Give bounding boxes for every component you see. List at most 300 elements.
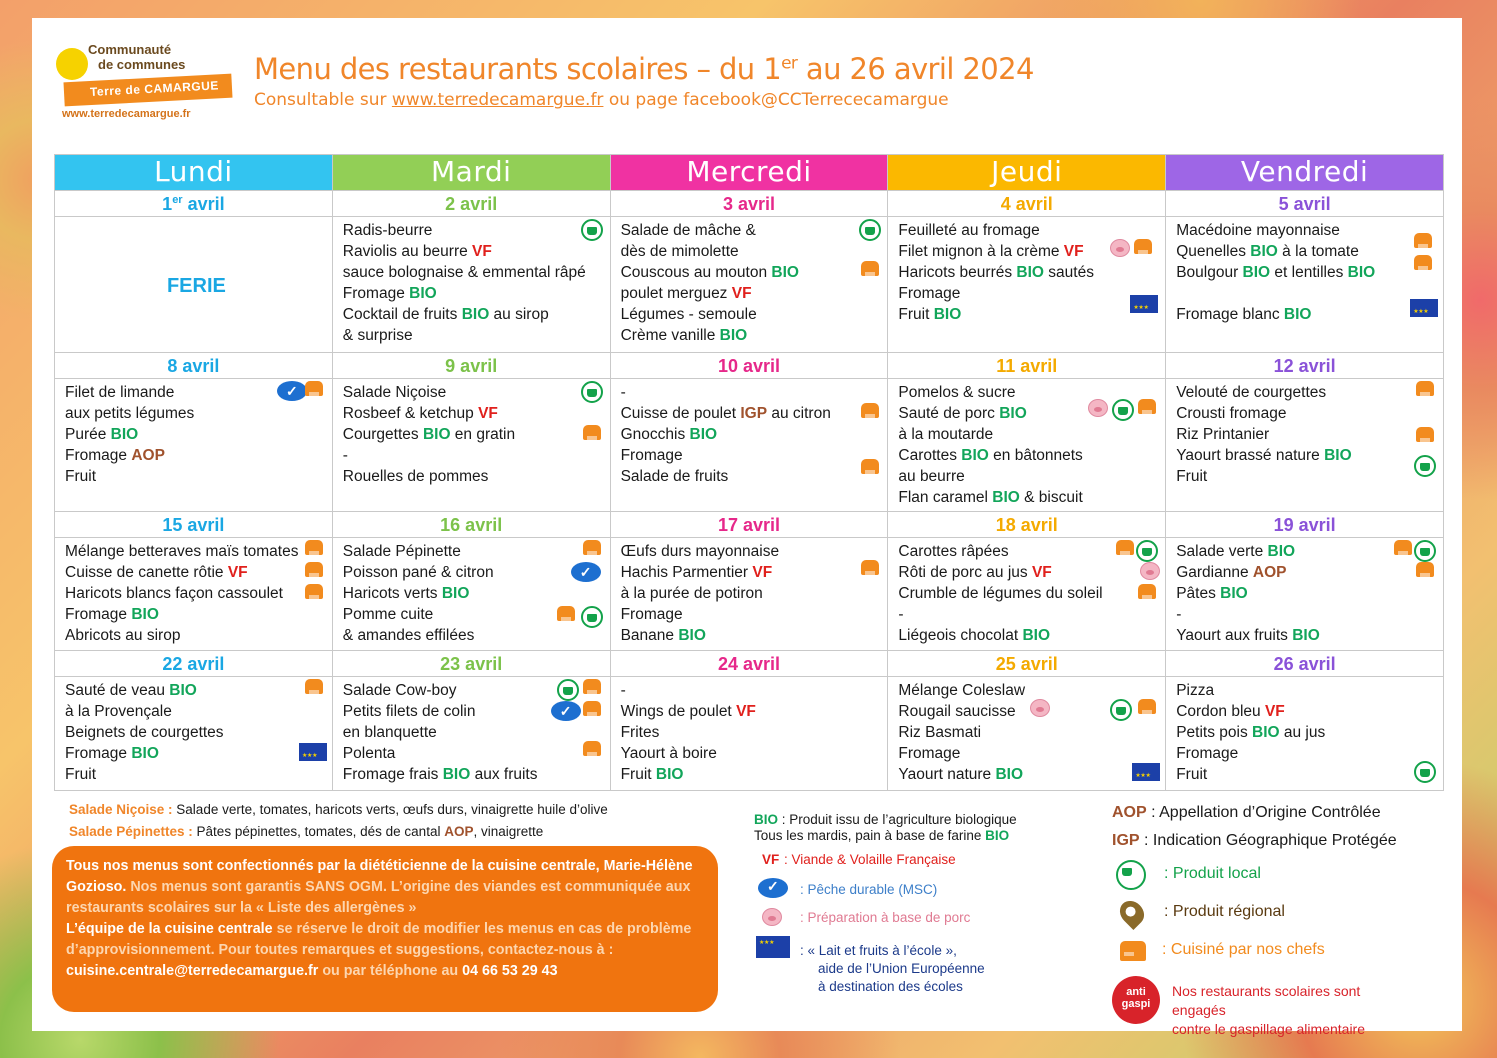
dish-text: Petits filets de colin bbox=[342, 703, 476, 720]
dish-text: Fromage bbox=[620, 447, 683, 464]
dish-line bbox=[343, 743, 606, 764]
dish-line bbox=[343, 325, 606, 346]
dish-text: Wings de poulet bbox=[620, 703, 737, 720]
day-header-lundi: Lundi bbox=[55, 155, 333, 191]
dish-line bbox=[621, 403, 884, 424]
dish-line bbox=[1176, 382, 1439, 403]
msc-fish-icon bbox=[758, 878, 788, 898]
bio-tag: BIO bbox=[1022, 627, 1051, 644]
dish-text: Cuisse de poulet bbox=[620, 405, 741, 422]
aop-tag: AOP bbox=[1112, 804, 1147, 821]
bio-tag: BIO bbox=[985, 828, 1010, 843]
dish-text: Salade de fruits bbox=[620, 468, 729, 485]
dish-line bbox=[621, 680, 884, 701]
dish-text: Fromage blanc bbox=[1176, 306, 1284, 323]
date-mercredi: 10 avril bbox=[610, 353, 888, 379]
menu-sheet bbox=[32, 18, 1462, 1037]
chef-hat-icon bbox=[1414, 233, 1432, 248]
info-text: Nos menus sont garantis SANS OGM. L’origine des viandes est communiquée aux restaurants scolaires sur la « Liste des allergènes » bbox=[66, 879, 691, 916]
vf-tag: VF bbox=[1264, 703, 1285, 720]
legend-bio bbox=[754, 812, 1017, 828]
dish-line bbox=[1176, 304, 1439, 325]
dish-text: Pizza bbox=[1176, 682, 1215, 699]
menu-cell-mardi bbox=[332, 379, 610, 512]
menu-cell-lundi bbox=[55, 379, 333, 512]
menu-cell-jeudi bbox=[888, 538, 1166, 651]
legend-text: à destination des écoles bbox=[818, 979, 963, 994]
bio-tag: BIO bbox=[1347, 264, 1376, 281]
logo-url: www.terredecamargue.fr bbox=[62, 108, 191, 120]
dish-text: Salade Cow-boy bbox=[342, 682, 457, 699]
dish-text: Crumble de légumes du soleil bbox=[898, 585, 1103, 602]
legend-text: : Produit issu de l’agriculture biologique bbox=[778, 812, 1017, 827]
title-post: au 26 avril 2024 bbox=[797, 52, 1034, 86]
date-row bbox=[55, 191, 1444, 217]
dish-text: Filet de limande bbox=[65, 384, 175, 401]
menu-cell-mardi bbox=[332, 217, 610, 353]
dish-text: Petits pois bbox=[1176, 724, 1252, 741]
bio-tag: BIO bbox=[689, 426, 718, 443]
dish-line bbox=[621, 701, 884, 722]
date-jeudi: 4 avril bbox=[888, 191, 1166, 217]
dish-line bbox=[343, 445, 606, 466]
bio-tag: BIO bbox=[1242, 264, 1271, 281]
bio-tag: BIO bbox=[1292, 627, 1320, 644]
msc-fish-icon bbox=[551, 701, 581, 721]
dish-text: sautés bbox=[1043, 264, 1094, 281]
dish-line bbox=[343, 562, 606, 583]
email-link[interactable]: cuisine.centrale@terredecamargue.fr bbox=[66, 963, 319, 979]
legend-middle bbox=[754, 812, 1017, 994]
dish-text: Fruit bbox=[620, 766, 656, 783]
local-basket-icon bbox=[557, 679, 579, 701]
date-vendredi: 5 avril bbox=[1166, 191, 1444, 217]
salad-notes bbox=[69, 799, 608, 843]
dish-text: Carottes bbox=[898, 447, 962, 464]
eu-flag-icon bbox=[1410, 299, 1438, 317]
bio-tag: BIO bbox=[441, 585, 470, 602]
dish-line bbox=[1176, 722, 1439, 743]
dish-text: et lentilles bbox=[1270, 264, 1348, 281]
legend-text: : « Lait et fruits à l’école », bbox=[800, 943, 957, 958]
dish-line bbox=[898, 424, 1161, 445]
chef-hat-icon bbox=[861, 459, 879, 474]
date-lundi: 8 avril bbox=[55, 353, 333, 379]
date-vendredi: 12 avril bbox=[1166, 353, 1444, 379]
aop-tag: AOP bbox=[131, 447, 165, 464]
dish-line bbox=[1176, 583, 1439, 604]
dish-text: Salade Pépinette bbox=[342, 543, 461, 560]
date-lundi bbox=[55, 191, 333, 217]
dish-line bbox=[898, 487, 1161, 508]
subtitle-post: ou page facebook@CCTerrececamargue bbox=[603, 90, 949, 110]
dish-text: en blanquette bbox=[342, 724, 437, 741]
note-text: Salade verte, tomates, haricots verts, œufs durs, vinaigrette huile d’olive bbox=[172, 802, 608, 817]
legend-text: Tous les mardis, pain à base de farine bbox=[754, 828, 986, 843]
dish-line bbox=[898, 262, 1161, 283]
dish-line bbox=[898, 304, 1161, 325]
vf-tag: VF bbox=[1031, 564, 1052, 581]
dish-line bbox=[621, 382, 884, 403]
date-jeudi: 11 avril bbox=[888, 353, 1166, 379]
dish-text: Yaourt brassé nature bbox=[1176, 447, 1325, 464]
dish-line bbox=[65, 583, 328, 604]
dish-text: Fromage frais bbox=[342, 766, 443, 783]
dish-text: Cordon bleu bbox=[1176, 703, 1265, 720]
dish-text: & amandes effilées bbox=[342, 627, 475, 644]
dish-line bbox=[898, 220, 1161, 241]
chef-hat-icon bbox=[1120, 941, 1146, 961]
dish-line bbox=[621, 325, 884, 346]
aop-tag: AOP bbox=[1252, 564, 1287, 581]
igp-tag: IGP bbox=[740, 405, 768, 422]
dish-line bbox=[1176, 604, 1439, 625]
chef-hat-icon bbox=[1134, 239, 1152, 254]
dish-text: Fromage bbox=[65, 606, 132, 623]
note-key: Salade Pépinettes : bbox=[69, 824, 193, 839]
day-header-mercredi: Mercredi bbox=[610, 155, 888, 191]
dish-line bbox=[1176, 466, 1439, 487]
dish-line bbox=[621, 764, 884, 785]
dish-line bbox=[1176, 562, 1439, 583]
note-key: Salade Niçoise : bbox=[69, 802, 173, 817]
dish-line bbox=[343, 283, 606, 304]
dish-line bbox=[898, 764, 1161, 785]
chef-hat-icon bbox=[305, 584, 323, 599]
chef-hat-icon bbox=[583, 679, 601, 694]
date-mardi: 9 avril bbox=[332, 353, 610, 379]
dish-line bbox=[343, 466, 606, 487]
dish-text: Crème vanille bbox=[620, 327, 720, 344]
dish-text: Filet mignon à la crème bbox=[898, 243, 1064, 260]
chef-hat-icon bbox=[1416, 562, 1434, 577]
info-text: Tous nos menus sont confectionnés par la diététicienne de la cuisine centrale, Marie-Hélène Gozioso. bbox=[66, 858, 693, 895]
dish-line bbox=[65, 743, 328, 764]
legend-text: contre le gaspillage alimentaire bbox=[1172, 1021, 1365, 1037]
legend-local bbox=[1112, 860, 1397, 898]
date-vendredi: 19 avril bbox=[1166, 512, 1444, 538]
dish-line bbox=[621, 220, 884, 241]
menu-cell-mardi bbox=[332, 677, 610, 791]
dish-line bbox=[898, 466, 1161, 487]
menu-cell-jeudi bbox=[888, 217, 1166, 353]
msc-fish-icon bbox=[571, 562, 601, 582]
dish-text: Haricots verts bbox=[342, 585, 442, 602]
menu-cell-lundi bbox=[55, 538, 333, 651]
vf-tag: VF bbox=[736, 703, 756, 720]
dish-text: Yaourt nature bbox=[898, 766, 996, 783]
date-mardi: 2 avril bbox=[332, 191, 610, 217]
dish-text: poulet merguez bbox=[620, 285, 732, 302]
bio-tag: BIO bbox=[1283, 306, 1312, 323]
bio-tag: BIO bbox=[655, 766, 684, 783]
dish-line bbox=[898, 283, 1161, 304]
bio-tag: BIO bbox=[131, 745, 159, 762]
bio-tag: BIO bbox=[1252, 724, 1280, 741]
dish-text: en gratin bbox=[450, 426, 516, 443]
dish-text: Velouté de courgettes bbox=[1176, 384, 1327, 401]
dish-text: Carottes râpées bbox=[898, 543, 1009, 560]
dish-text: Sauté de veau bbox=[65, 682, 170, 699]
logo-line2: de communes bbox=[98, 57, 186, 72]
dish-text: Feuilleté au fromage bbox=[898, 222, 1040, 239]
legend-porc bbox=[754, 906, 1017, 934]
dish-text: Fromage bbox=[1176, 745, 1239, 762]
dish-text: Haricots blancs façon cassoulet bbox=[65, 585, 283, 602]
dish-text: Fromage bbox=[65, 745, 132, 762]
dish-text: - bbox=[898, 606, 904, 623]
chef-hat-icon bbox=[583, 741, 601, 756]
date-row bbox=[55, 651, 1444, 677]
info-box bbox=[52, 846, 718, 1012]
menu-cell-jeudi bbox=[888, 379, 1166, 512]
eu-flag-icon bbox=[1132, 763, 1160, 781]
dish-text: & biscuit bbox=[1019, 489, 1083, 506]
menu-cell-vendredi bbox=[1166, 677, 1444, 791]
dish-line bbox=[898, 743, 1161, 764]
msc-fish-icon bbox=[277, 381, 307, 401]
bio-tag: BIO bbox=[1267, 543, 1296, 560]
menu-cell-mardi bbox=[332, 538, 610, 651]
dish-line bbox=[65, 764, 328, 785]
dish-line bbox=[65, 625, 328, 646]
dish-text: en bâtonnets bbox=[988, 447, 1083, 464]
bio-tag: BIO bbox=[1324, 447, 1352, 464]
chef-hat-icon bbox=[1138, 584, 1156, 599]
chef-hat-icon bbox=[583, 425, 601, 440]
dish-line bbox=[1176, 241, 1439, 262]
dish-text: Courgettes bbox=[342, 426, 423, 443]
page-title bbox=[254, 52, 1034, 86]
dish-text: à la moutarde bbox=[898, 426, 994, 443]
legend-chefs bbox=[1112, 936, 1397, 972]
dish-line bbox=[343, 382, 606, 403]
dish-line bbox=[898, 680, 1161, 701]
legend-msc bbox=[754, 878, 1017, 906]
chef-hat-icon bbox=[557, 606, 575, 621]
date-mercredi: 24 avril bbox=[610, 651, 888, 677]
vf-tag: VF bbox=[478, 405, 498, 422]
dish-text: Œufs durs mayonnaise bbox=[620, 543, 780, 560]
dish-line bbox=[1176, 680, 1439, 701]
chef-hat-icon bbox=[861, 261, 879, 276]
dish-text: Banane bbox=[620, 627, 679, 644]
dish-text: Macédoine mayonnaise bbox=[1176, 222, 1340, 239]
page-subtitle bbox=[254, 90, 949, 110]
dish-line bbox=[343, 262, 606, 283]
dish-line bbox=[1176, 743, 1439, 764]
dish-text: au jus bbox=[1279, 724, 1326, 741]
legend-text: : Cuisiné par nos chefs bbox=[1162, 941, 1325, 958]
dish-text: Rouelles de pommes bbox=[342, 468, 489, 485]
dish-text: à la tomate bbox=[1277, 243, 1359, 260]
dish-line bbox=[621, 241, 884, 262]
dish-line bbox=[1176, 220, 1439, 241]
local-basket-icon bbox=[859, 219, 881, 241]
dish-text: à la Provençale bbox=[65, 703, 172, 720]
bio-tag: BIO bbox=[169, 682, 197, 699]
dish-line bbox=[898, 445, 1161, 466]
dish-text: Polenta bbox=[342, 745, 396, 762]
legend-text: : Produit local bbox=[1164, 865, 1261, 882]
eu-flag-icon bbox=[1130, 295, 1158, 313]
date-lundi: 15 avril bbox=[55, 512, 333, 538]
bio-tag: BIO bbox=[961, 447, 989, 464]
dish-text: Haricots beurrés bbox=[898, 264, 1017, 281]
menu-cell-mercredi bbox=[610, 217, 888, 353]
dish-text: Poisson pané & citron bbox=[342, 564, 494, 581]
dish-line bbox=[1176, 424, 1439, 445]
legend-text: aide de l’Union Européenne bbox=[818, 961, 985, 976]
regional-pin-icon bbox=[1115, 896, 1149, 930]
dish-text: aux fruits bbox=[470, 766, 538, 783]
dish-text: Riz Printanier bbox=[1176, 426, 1270, 443]
dish-line bbox=[898, 604, 1161, 625]
bio-tag: BIO bbox=[461, 306, 490, 323]
menu-table bbox=[54, 154, 1444, 791]
dish-text: Pomme cuite bbox=[342, 606, 434, 623]
bio-tag: BIO bbox=[1220, 585, 1248, 602]
dish-text: à la purée de potiron bbox=[620, 585, 763, 602]
chef-hat-icon bbox=[583, 540, 601, 555]
dish-line bbox=[621, 562, 884, 583]
dish-text: Fruit bbox=[1176, 766, 1208, 783]
bio-tag: BIO bbox=[442, 766, 471, 783]
ferie-label: FERIE bbox=[166, 275, 226, 297]
legend-right bbox=[1112, 804, 1397, 1037]
legend-eu bbox=[754, 934, 1017, 994]
chef-hat-icon bbox=[305, 562, 323, 577]
dish-text: Yaourt aux fruits bbox=[1176, 627, 1293, 644]
date-text: 1 bbox=[162, 194, 173, 214]
dish-line bbox=[621, 424, 884, 445]
note-nicoise bbox=[69, 799, 608, 821]
dish-text: Couscous au mouton bbox=[620, 264, 772, 281]
bio-tag: BIO bbox=[754, 812, 779, 827]
info-text: se réserve le droit de modifier les menus en cas de problème d’approvisionnement. Pour toutes remarques et suggestions, contactez-nous à : bbox=[66, 921, 692, 958]
chef-hat-icon bbox=[305, 540, 323, 555]
dish-text: Fruit bbox=[65, 468, 96, 485]
dish-line bbox=[1176, 625, 1439, 646]
dish-line bbox=[65, 541, 328, 562]
vf-tag: VF bbox=[472, 243, 492, 260]
dish-text: Salade Niçoise bbox=[342, 384, 447, 401]
dish-text: Rôti de porc au jus bbox=[898, 564, 1032, 581]
local-basket-icon bbox=[581, 219, 603, 241]
legend-text: : Préparation à base de porc bbox=[800, 910, 971, 925]
dish-text: Liégeois chocolat bbox=[898, 627, 1023, 644]
chef-hat-icon bbox=[1416, 381, 1434, 396]
dish-text: Fromage bbox=[898, 285, 961, 302]
info-text: L’équipe de la cuisine centrale bbox=[66, 921, 273, 937]
dish-line bbox=[343, 722, 606, 743]
dish-text: Radis-beurre bbox=[342, 222, 433, 239]
dish-line bbox=[65, 604, 328, 625]
dish-text: Riz Basmati bbox=[898, 724, 982, 741]
dish-text: Frites bbox=[620, 724, 660, 741]
anti-gaspi-logo: anti gaspi bbox=[1112, 976, 1160, 1024]
dish-text: - bbox=[620, 682, 626, 699]
dish-text: Cuisse de canette rôtie bbox=[65, 564, 228, 581]
dish-line bbox=[1176, 283, 1439, 304]
dish-text: - bbox=[620, 384, 626, 401]
bio-tag: BIO bbox=[110, 426, 139, 443]
dish-line bbox=[621, 743, 884, 764]
dish-line bbox=[65, 466, 328, 487]
dish-text: Pâtes bbox=[1176, 585, 1221, 602]
menu-cell-mercredi bbox=[610, 538, 888, 651]
legend-aop bbox=[1112, 804, 1397, 832]
legend-text: : Pêche durable (MSC) bbox=[800, 882, 938, 897]
dish-line bbox=[343, 424, 606, 445]
vf-tag: VF bbox=[731, 285, 752, 302]
dish-text: au citron bbox=[767, 405, 831, 422]
dish-line bbox=[1176, 445, 1439, 466]
dish-line bbox=[343, 304, 606, 325]
local-basket-icon bbox=[581, 606, 603, 628]
vf-tag: VF bbox=[762, 852, 780, 867]
date-lundi: 22 avril bbox=[55, 651, 333, 677]
logo-line1: Communauté bbox=[88, 42, 172, 57]
dish-text: Salade de mâche & bbox=[620, 222, 756, 239]
date-row bbox=[55, 512, 1444, 538]
dish-text: - bbox=[1176, 606, 1182, 623]
dish-line bbox=[621, 283, 884, 304]
legend-igp bbox=[1112, 832, 1397, 860]
dish-line bbox=[621, 604, 884, 625]
dish-text: Gardianne bbox=[1176, 564, 1253, 581]
menu-cell-mercredi bbox=[610, 379, 888, 512]
legend-text: : Viande & Volaille Française bbox=[784, 852, 956, 867]
phone-number[interactable]: 04 66 53 29 43 bbox=[462, 963, 558, 979]
dish-text: & surprise bbox=[342, 327, 413, 344]
dish-text: Fruit bbox=[898, 306, 934, 323]
dish-line bbox=[621, 304, 884, 325]
date-jeudi: 25 avril bbox=[888, 651, 1166, 677]
bio-tag: BIO bbox=[1250, 243, 1278, 260]
bio-tag: BIO bbox=[409, 285, 437, 302]
date-mardi: 23 avril bbox=[332, 651, 610, 677]
dish-text: Hachis Parmentier bbox=[620, 564, 753, 581]
menu-cell-vendredi bbox=[1166, 217, 1444, 353]
dish-text: Yaourt à boire bbox=[620, 745, 717, 762]
dish-line bbox=[621, 583, 884, 604]
menu-row bbox=[55, 677, 1444, 791]
aop-tag: AOP bbox=[444, 824, 474, 839]
dish-line bbox=[621, 445, 884, 466]
dish-line bbox=[65, 701, 328, 722]
note-text: , vinaigrette bbox=[473, 824, 544, 839]
dish-line bbox=[65, 424, 328, 445]
dish-text: Salade verte bbox=[1176, 543, 1268, 560]
legend-bread bbox=[754, 828, 1017, 844]
dish-line bbox=[1176, 262, 1439, 283]
website-link[interactable]: www.terredecamargue.fr bbox=[391, 90, 604, 110]
bio-tag: BIO bbox=[678, 627, 706, 644]
date-mardi: 16 avril bbox=[332, 512, 610, 538]
date-jeudi: 18 avril bbox=[888, 512, 1166, 538]
bio-tag: BIO bbox=[422, 426, 451, 443]
eu-flag-icon bbox=[299, 743, 327, 761]
subtitle-pre: Consultable sur bbox=[254, 90, 392, 110]
dish-line bbox=[621, 262, 884, 283]
dish-text: Fruit bbox=[1176, 468, 1208, 485]
chef-hat-icon bbox=[1414, 255, 1432, 270]
menu-cell-lundi bbox=[55, 217, 333, 353]
chef-hat-icon bbox=[1138, 399, 1156, 414]
chef-hat-icon bbox=[1138, 699, 1156, 714]
dish-text: Quenelles bbox=[1176, 243, 1251, 260]
